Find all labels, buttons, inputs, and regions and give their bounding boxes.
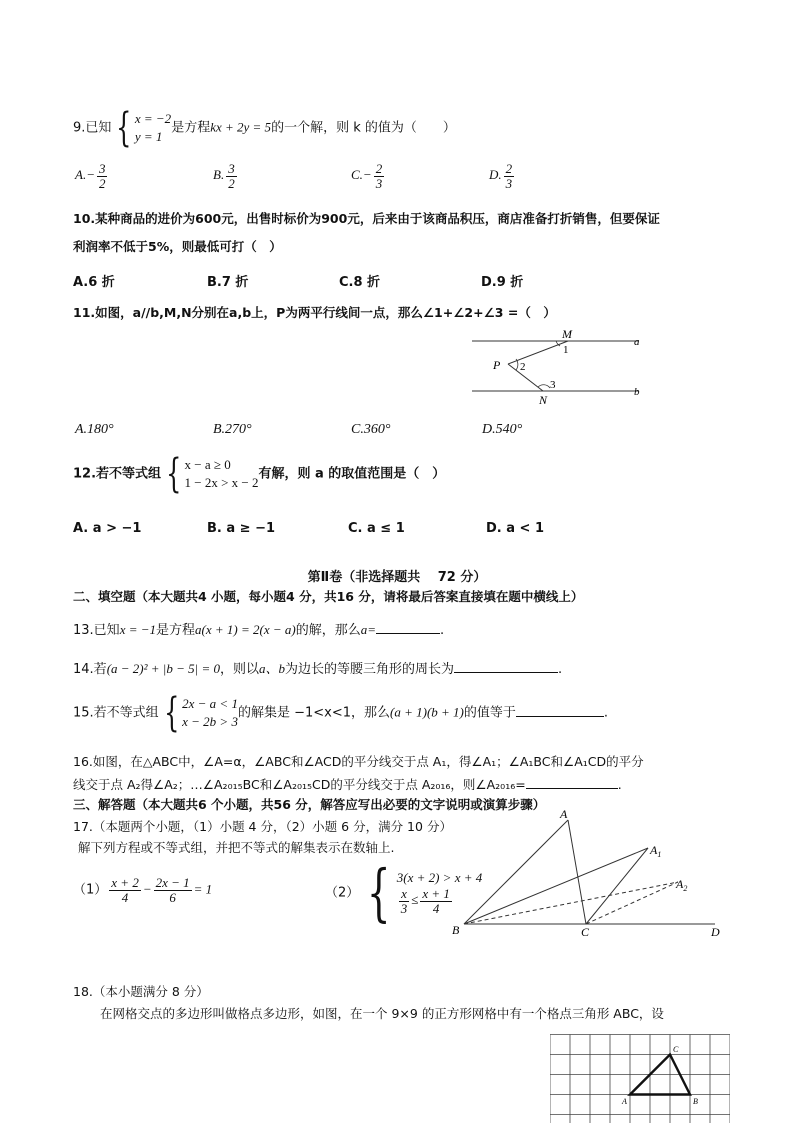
q17-p2-label: （2） [325,885,360,901]
q15-text3: 的值等于 [463,705,516,721]
q9-opt-b-label: B. [213,167,225,183]
segment-ca2 [586,882,678,924]
q9-option-c [351,162,386,190]
q15-text2: 的解集是 −1<x<1，那么 [237,705,391,721]
q12-system: { x − a ≥ 0 1 − 2x > x − 2 [166,451,259,497]
q10-option-a: A.6 折 [73,275,115,290]
q17-p2-row1: 3(x + 2) > x + 4 [396,870,483,886]
label-A2-letter: A [676,877,684,891]
q12-suffix: 有解，则 a 的取值范围是（ ） [258,466,446,482]
q9-opt-c-num: 2 [375,161,383,176]
q12-sys-row1: x − a ≥ 0 [184,457,231,473]
part2-title: 第Ⅱ卷（非选择题共 72 分） [307,570,487,585]
q15-sys-row1: 2x − a < 1 [182,696,238,712]
segment-ba [464,820,568,924]
label-M: M [562,327,572,341]
q10-option-c: C.8 折 [339,275,381,290]
q9-sys-row1: x = −2 [134,111,172,127]
segment-ba1 [464,848,648,924]
label-A1-letter: A [650,843,658,857]
q15-stem [73,690,609,736]
q9-opt-a-den: 2 [98,175,106,191]
q12-sys-row2: 1 − 2x > x − 2 [184,475,259,490]
q11-option-b: B.270° [213,422,252,437]
q11-option-c: C.360° [351,422,391,437]
q17-p2-frac1-num: x [401,886,407,902]
label-C: C [581,925,590,939]
label-2: 2 [520,361,526,373]
q15-sys-row2: x − 2b > 3 [182,714,238,729]
q16-line2-wrap [73,775,622,793]
label-A1 [649,843,661,859]
q12-prefix: 12.若不等式组 [73,466,162,482]
label-A: A [560,808,568,821]
q17-p1-frac1-num: x + 2 [111,875,139,890]
q15-prefix: 15.若不等式组 [73,705,159,721]
q16-end: . [617,777,622,792]
q10-option-d: D.9 折 [481,275,524,290]
label-A2 [675,877,687,893]
q14-end: . [558,662,563,677]
q17-p1-frac2-den: 6 [169,889,176,905]
q9-middle: 是方程 [171,120,211,136]
grid-label-B: B [693,1097,698,1106]
grid-label-A: A [622,1097,627,1106]
q13-answer-blank[interactable] [376,621,440,634]
q17-p2-system: { 3(x + 2) > x + 4 $\frac{x}{3}$ ≤ $\frac{x + 1}{4}$ [367,856,483,929]
q9-stem [73,105,456,151]
q9-sys-row2: y = 1 [134,129,163,144]
q18-grid-figure [550,1034,730,1123]
q11-stem: 11.如图，a//b,M,N分别在a,b上，P为两平行线间一点，那么∠1+∠2+∠3 =（ ） [73,305,556,320]
q9-prefix: 9.已知 [73,120,112,136]
q16-triangle-bisector-figure [450,808,730,940]
q12-option-a: A. a > −1 [73,521,142,536]
q17-p1-frac1-den: 4 [121,889,129,905]
q17-p2-op: ≤ [411,892,419,908]
label-A1-sub: 1 [657,850,662,859]
segment-ac [568,820,586,924]
q15-system: { 2x − a < 1 x − 2b > 3 [163,690,238,736]
grid-label-C: C [673,1045,679,1054]
q14-math2: a、b [259,661,286,676]
q14-stem [73,658,562,677]
label-P: P [493,358,501,372]
label-1: 1 [563,344,569,356]
q9-suffix: 的一个解，则 k 的值为（ ） [271,120,456,136]
q17-instruction: 解下列方程或不等式组，并把不等式的解集表示在数轴上. [78,840,395,855]
q17-p1-label: （1） [73,882,108,898]
label-3: 3 [550,379,556,391]
section2-heading: 二、填空题（本大题共4 小题，每小题4 分，共16 分，请将最后答案直接填在题中横线上） [73,589,584,604]
q10-line1: 10.某种商品的进价为600元，出售时标价为900元，后来由于该商品积压，商店准备打折销售，但要保证 [73,211,660,226]
label-b: b [634,386,640,398]
q12-option-c: C. a ≤ 1 [348,521,405,536]
q13-text2: 是方程 [156,623,196,638]
q14-text1: 14.若 [73,662,107,677]
q17-p1-rhs: = 1 [193,881,213,897]
q16-line2: 线交于点 A₂得∠A₂；…∠A₂₀₁₅BC和∠A₂₀₁₅CD的平分线交于点 A₂₀₁₆，则∠A₂₀₁₆= [73,777,526,792]
section3-heading: 三、解答题（本大题共6 个小题，共56 分，解答应写出必要的文字说明或演算步骤） [73,797,546,812]
q17-part1 [73,876,212,904]
q17-header: 17.（本题两个小题，（1）小题 4 分，（2）小题 6 分，满分 10 分） [73,819,452,834]
q18-header: 18.（本小题满分 8 分） [73,984,209,999]
q9-opt-d-den: 3 [505,175,513,191]
label-a: a [634,336,640,348]
q15-math2: (a + 1)(b + 1) [390,704,464,720]
q13-stem [73,619,444,638]
label-A2-sub: 2 [683,884,688,893]
q9-option-a [75,162,109,190]
q9-option-b [213,162,239,190]
q9-opt-d-label: D. [489,167,502,183]
label-B: B [452,923,460,937]
q17-p2-frac2-num: x + 1 [422,886,450,902]
q11-parallel-lines-figure [468,326,658,408]
angle-3-arc [538,385,550,388]
label-D: D [711,925,720,939]
segment-pn [508,364,543,391]
segment-ca1 [586,848,648,924]
q18-text: 在网格交点的多边形叫做格点多边形，如图，在一个 9×9 的正方形网格中有一个格点三角形 ABC，设 [100,1006,664,1021]
q13-math3: a= [360,622,377,637]
q14-text2: ，则以 [219,662,259,677]
q16-answer-blank[interactable] [526,776,618,789]
q17-p2-frac1-den: 3 [400,900,408,916]
q9-opt-d-num: 2 [505,161,513,176]
q15-end: . [603,705,609,721]
q13-text3: 的解，那么 [295,623,361,638]
label-N: N [539,393,548,407]
grid-lines [550,1035,730,1123]
q13-text1: 13.已知 [73,623,120,638]
q9-opt-a-label: A.− [75,167,95,183]
q14-text3: 为边长的等腰三角形的周长为 [285,662,455,677]
q9-equation: kx + 2y = 5 [210,119,272,135]
q12-stem [73,451,446,497]
q16-line1: 16.如图，在△ABC中，∠A=α，∠ABC和∠ACD的平分线交于点 A₁，得∠A₁；∠A₁BC和∠A₁CD的平分 [73,754,644,769]
q9-opt-c-den: 3 [375,175,383,191]
q9-opt-b-den: 2 [228,175,235,191]
q13-math1: x = −1 [119,622,157,637]
q10-option-b: B.7 折 [207,275,249,290]
q11-option-d: D.540° [482,422,523,437]
q13-math2: a(x + 1) = 2(x − a) [195,622,296,637]
q17-p1-frac2-num: 2x − 1 [155,875,190,890]
q13-end: . [440,623,445,638]
q14-answer-blank[interactable] [454,660,558,673]
q9-opt-a-num: 3 [98,161,106,176]
q14-math1: (a − 2)² + |b − 5| = 0 [106,661,220,676]
q12-option-b: B. a ≥ −1 [207,521,276,536]
q9-option-d [489,162,516,190]
q15-answer-blank[interactable] [516,704,604,717]
q12-option-d: D. a < 1 [486,521,545,536]
q10-line2: 利润率不低于5%，则最低可打（ ） [73,239,282,254]
segment-ba2 [464,882,678,924]
q9-system: { x = −2 y = 1 [116,105,172,151]
q17-p1-minus: − [142,881,152,897]
q9-opt-b-num: 3 [228,161,235,176]
q9-opt-c-label: C.− [351,167,372,183]
q11-option-a: A.180° [75,422,114,437]
q17-p2-frac2-den: 4 [432,900,440,916]
